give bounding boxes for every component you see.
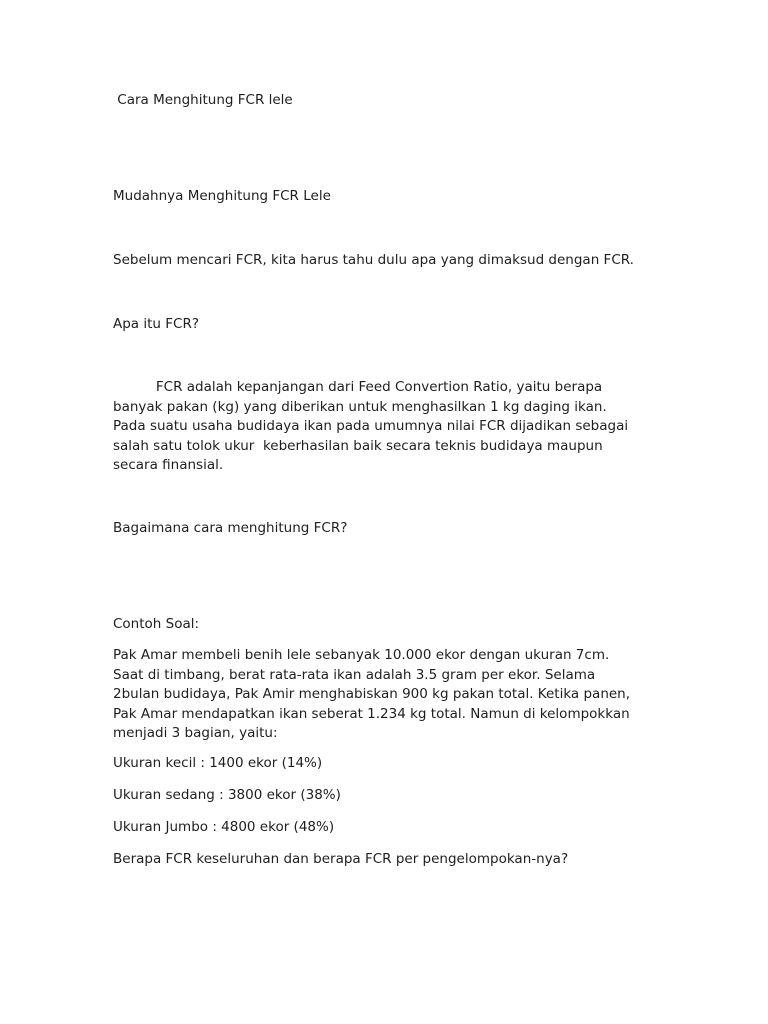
- size-small-line: Ukuran kecil : 1400 ekor (14%): [113, 755, 323, 771]
- definition-line: banyak pakan (kg) yang diberikan untuk menghasilkan 1 kg daging ikan.: [113, 398, 607, 415]
- document-subtitle: Mudahnya Menghitung FCR Lele: [113, 188, 331, 204]
- example-heading: Contoh Soal:: [113, 616, 200, 632]
- question-what-fcr: Apa itu FCR?: [113, 316, 199, 332]
- final-question: Berapa FCR keseluruhan dan berapa FCR per pengelompokan-nya?: [113, 851, 569, 867]
- document-title: Cara Menghitung FCR lele: [113, 92, 293, 108]
- example-line: menjadi 3 bagian, yaitu:: [113, 725, 278, 741]
- question-how-calculate: Bagaimana cara menghitung FCR?: [113, 520, 348, 536]
- size-jumbo-line: Ukuran Jumbo : 4800 ekor (48%): [113, 819, 335, 835]
- definition-line: Pada suatu usaha budidaya ikan pada umumnya nilai FCR dijadikan sebagai: [113, 418, 629, 434]
- definition-line: salah satu tolok ukur keberhasilan baik secara teknis budidaya maupun: [113, 437, 603, 454]
- example-line: Saat di timbang, berat rata-rata ikan adalah 3.5 gram per ekor. Selama: [113, 666, 596, 683]
- size-medium-line: Ukuran sedang : 3800 ekor (38%): [113, 787, 341, 803]
- definition-line: FCR adalah kepanjangan dari Feed Convertion Ratio, yaitu berapa: [113, 379, 603, 395]
- example-line: Pak Amar membeli benih lele sebanyak 10.000 ekor dengan ukuran 7cm.: [113, 647, 610, 663]
- intro-paragraph: Sebelum mencari FCR, kita harus tahu dulu apa yang dimaksud dengan FCR.: [113, 252, 634, 268]
- definition-line: secara finansial.: [113, 457, 224, 473]
- example-line: 2bulan budidaya, Pak Amir menghabiskan 900 kg pakan total. Ketika panen,: [113, 686, 631, 702]
- example-line: Pak Amar mendapatkan ikan seberat 1.234 kg total. Namun di kelompokkan: [113, 705, 630, 722]
